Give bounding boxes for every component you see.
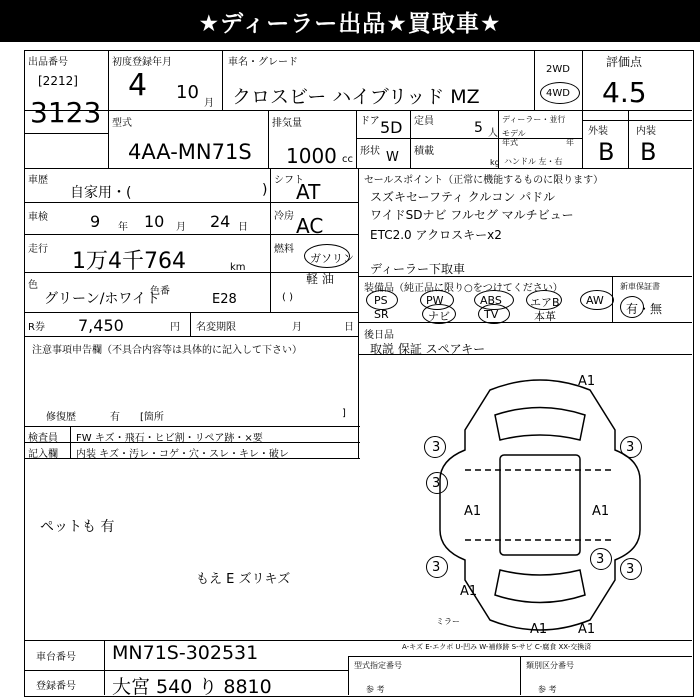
lot-label: 出品番号 (28, 57, 68, 68)
exterior-label: 外装 (588, 126, 608, 137)
damage-mark: 3 (432, 440, 441, 455)
equip-aw-circle (580, 290, 614, 310)
car-name: クロスビー ハイブリッド MZ (232, 86, 480, 108)
exterior-grade: B (598, 138, 615, 166)
inspector-label: 検査員 (28, 433, 58, 444)
repair-value: 有 (110, 412, 120, 423)
color-no-value: E28 (212, 292, 237, 307)
inspector-row1: FW キズ・飛石・ヒビ割・リペア跡・×要 (76, 433, 263, 444)
damage-mark-circle (424, 436, 446, 458)
damage-legend: A-キズ E-エクボ U-凹み W-補修跡 S-サビ C-腐食 XX-交換済 (402, 643, 592, 651)
capacity-value: 5 (474, 120, 483, 136)
damage-mark: 3 (626, 562, 635, 577)
equip-navi: ナビ (428, 310, 450, 323)
damage-mark-circle (620, 558, 642, 580)
equip-ps-circle (366, 290, 398, 310)
selling-points-label: セールスポイント（正常に機能するものに限ります） (364, 175, 604, 186)
load-label: 積載 (414, 146, 434, 157)
mirror-label: ミラー (436, 617, 460, 626)
inspection-day: 24 (210, 212, 231, 231)
ac-label: 冷房 (274, 211, 294, 222)
after-items-value: 取説 保証 スペアキー (370, 342, 486, 356)
interior-label: 内装 (636, 126, 656, 137)
damage-mark: 3 (432, 560, 441, 575)
handwritten-note1: ペットも 有 (40, 519, 115, 535)
first-reg-label: 初度登録年月 (112, 57, 172, 68)
damage-mark: A1 (460, 584, 478, 599)
model-value: 4AA-MN71S (128, 140, 252, 164)
model-year-label: モデル (502, 129, 526, 138)
car-damage-diagram (400, 360, 680, 650)
shift-value: AT (296, 180, 321, 204)
model-label: 型式 (112, 118, 132, 129)
mileage-label: 走行 (28, 244, 48, 255)
warranty-circle (620, 296, 644, 318)
warranty-value: 有・無 (626, 302, 663, 316)
damage-mark-circle (590, 548, 612, 570)
color-value: グリーン/ホワイト (44, 291, 161, 307)
name-change-label: 名変期限 (196, 322, 236, 333)
handle-label: ハンドル 左・右 (504, 157, 563, 166)
ref-label-2: 参 考 (538, 685, 557, 694)
fuel-gasoline: ガソリン (310, 252, 354, 265)
history-value: 自家用・( (70, 185, 132, 201)
inspection-label: 車検 (28, 212, 48, 223)
after-items-label: 後日品 (364, 330, 394, 341)
lot-code: [2212] (38, 74, 78, 88)
inspector-row2: 内装 キズ・汚レ・コゲ・穴・スレ・キレ・破レ (76, 449, 289, 460)
damage-mark-circle (426, 556, 448, 578)
drive-4wd: 4WD (546, 88, 570, 99)
lot-number: 3123 (30, 96, 102, 129)
class-label: 類別区分番号 (526, 661, 574, 670)
handwritten-note2: もえ E ズリキズ (196, 572, 291, 587)
damage-mark: A1 (530, 622, 548, 637)
recycle-label: R券 (28, 322, 45, 333)
km-unit: km (230, 262, 246, 273)
damage-mark: 3 (432, 476, 441, 491)
selling-point-1: スズキセーフティ クルコン パドル (370, 190, 555, 204)
capacity-unit: 人 (488, 128, 498, 139)
fuel-label: 燃料 (274, 244, 294, 255)
page-banner: ★ディーラー出品★買取車★ (0, 0, 700, 42)
notes-label: 注意事項申告欄（不具合内容等は具体的に記入して下さい） (32, 345, 302, 356)
warranty-label: 新車保証書 (620, 282, 660, 291)
capacity-label: 定員 (414, 116, 434, 127)
shift-label: シフト (274, 175, 304, 186)
repair-label: 修復歴 (46, 412, 76, 423)
equip-tv-circle (478, 304, 510, 324)
plate-label: 登録番号 (36, 681, 76, 692)
kg-unit: kg (490, 158, 500, 167)
fuel-diesel: 軽 油 (306, 272, 334, 286)
type-cert-label: 型式指定番号 (354, 661, 402, 670)
shape-value: W (386, 150, 399, 165)
cc-unit: cc (342, 154, 353, 165)
damage-mark-circle (620, 436, 642, 458)
windshield-front (495, 408, 585, 441)
history-label: 車歴 (28, 175, 48, 186)
chassis-number: MN71S-302531 (112, 642, 259, 664)
year-unit: 年 (566, 138, 574, 147)
equip-abs: ABS (480, 294, 502, 307)
equip-navi-circle (422, 304, 456, 324)
month-unit: 月 (204, 98, 214, 109)
windshield-rear (495, 570, 585, 603)
selling-point-3: ETC2.0 アクロスキーx2 (370, 228, 502, 242)
repair-close: ] (342, 408, 346, 419)
inspection-year-unit: 年 (118, 222, 128, 233)
inspection-year: 9 (90, 212, 101, 231)
equip-ps: PS (374, 294, 388, 307)
displacement-label: 排気量 (272, 118, 302, 129)
damage-mark-circle (426, 472, 448, 494)
fuel-paren: ( ) (282, 292, 293, 303)
inspection-month: 10 (144, 212, 165, 231)
damage-mark: A1 (578, 374, 596, 389)
first-reg-month: 10 (176, 82, 199, 103)
equip-airbag: エアB (530, 296, 560, 309)
name-change-month: 月 (292, 322, 302, 333)
model-year-label2: 年式 (502, 138, 518, 147)
equip-pw: PW (426, 294, 444, 307)
equipment-label: 装備品（純正品に限り○をつけてください） (364, 283, 563, 294)
mileage-value: 1万4千764 (72, 249, 186, 274)
equip-airbag-circle (526, 290, 562, 310)
drive-2wd: 2WD (546, 64, 570, 75)
displacement-value: 1000 (286, 144, 337, 168)
ac-value: AC (296, 214, 324, 238)
recycle-value: 7,450 (78, 316, 124, 335)
inspection-month-unit: 月 (176, 222, 186, 233)
score-label: 評価点 (606, 55, 643, 69)
entry-label: 記入欄 (28, 449, 58, 460)
first-reg-year: 4 (128, 68, 148, 103)
damage-mark: A1 (464, 504, 482, 519)
inspection-day-unit: 日 (238, 222, 248, 233)
plate-number: 大宮 540 り 8810 (112, 676, 272, 698)
equip-tv: TV (484, 308, 499, 321)
shape-label: 形状 (360, 146, 380, 157)
color-label: 色 (28, 280, 38, 291)
equip-aw: AW (586, 294, 604, 307)
selling-point-2: ワイドSDナビ フルセグ マルチビュー (370, 208, 574, 222)
ref-label-1: 参 考 (366, 685, 385, 694)
fuel-gasoline-circle (304, 244, 350, 268)
dealer-label: ディーラー・並行 (502, 115, 566, 124)
damage-mark: 3 (596, 552, 605, 567)
damage-mark: A1 (592, 504, 610, 519)
selling-point-4: ディーラー下取車 (370, 262, 466, 276)
damage-mark: 3 (626, 440, 635, 455)
repair-bracket: [箇所 (140, 412, 164, 423)
interior-grade: B (640, 138, 657, 166)
score-value: 4.5 (602, 76, 647, 109)
equip-leather: 本革 (534, 310, 556, 323)
yen-unit: 円 (170, 322, 180, 333)
drive-4wd-circle (540, 82, 580, 104)
color-no-label: 色番 (150, 286, 170, 297)
equip-sr: SR (374, 308, 389, 321)
door-value: 5D (380, 118, 403, 137)
car-name-label: 車名・グレード (228, 57, 298, 68)
damage-mark: A1 (578, 622, 596, 637)
door-label: ドア (360, 116, 380, 127)
name-change-day: 日 (344, 322, 354, 333)
chassis-label: 車台番号 (36, 652, 76, 663)
history-close: ) (262, 182, 268, 198)
